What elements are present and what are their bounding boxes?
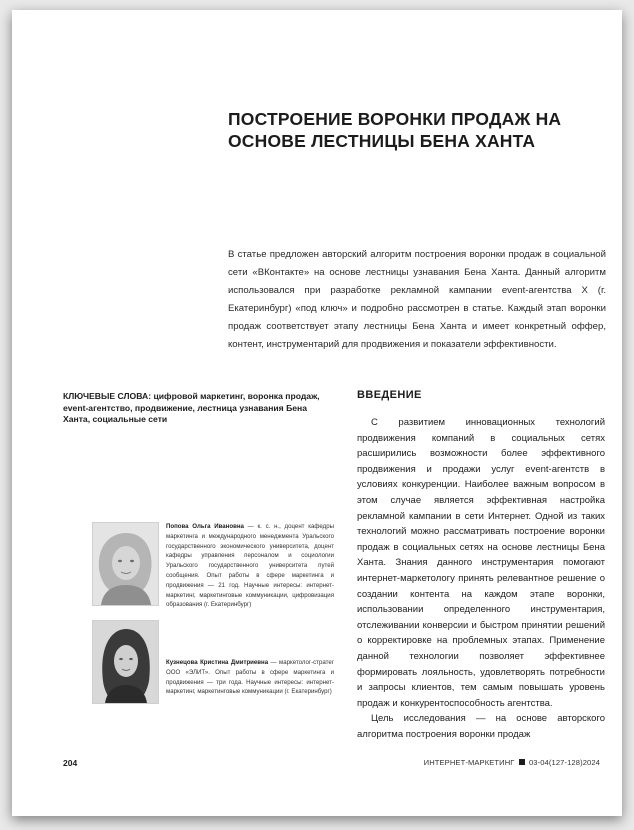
introduction-paragraph-1: С развитием инновационных технологий продвижения компаний в социальных сетях расширились возможности более эффективного продвижения и продажи услуг event-агентств в условиях конкуренции. Наиболее важным вопросом в этом случае является эффективная настройка рекламной кампании в сети Интернет. Одной из таких технологий можно рассматривать построение воронки продаж в социальных сетях на основе лестницы Бена Ханта. Знания данного инструментария помогают интернет-маркетологу принять релевантное решение о создании контента на каждом этапе воронки, использовании определенного инструментария, отслеживании конверсии и быстром принятии решений о корректировке на проблемных этапах. Применение данной технологии позволяет эффективнее формировать лояльность, удовлетворять потребности и запросы клиентов, тем самым повышать уровень продаж и конкурентоспособность агентства. bbox=[357, 417, 605, 709]
journal-name: ИНТЕРНЕТ-МАРКЕТИНГ bbox=[423, 758, 515, 767]
author-1-name: Попова Ольга Ивановна bbox=[166, 523, 244, 530]
journal-issue: 03-04(127-128)2024 bbox=[528, 758, 600, 767]
author-2-portrait-icon bbox=[93, 621, 158, 703]
introduction-paragraph-2: Цель исследования — на основе авторского алгоритма построения воронки продаж bbox=[357, 713, 605, 740]
introduction-body bbox=[357, 415, 605, 742]
article-abstract: В статье предложен авторский алгоритм построения воронки продаж в социальной сети «ВКонтакте» на основе лестницы узнавания Бена Ханта. Данный алгоритм использовался при разработке рекламной кампании event-агентства Х (г. Екатеринбург) «под ключ» и подробно рассмотрен в статье. Каждый этап воронки продаж соответствует этапу лестницы Бена Ханта и имеет конкретный оффер, контент, инструментарий для продвижения и показатели эффективности. bbox=[228, 249, 606, 350]
author-1-photo bbox=[92, 522, 159, 606]
article-title: ПОСТРОЕНИЕ ВОРОНКИ ПРОДАЖ НА ОСНОВЕ ЛЕСТНИЦЫ БЕНА ХАНТА bbox=[228, 109, 562, 151]
author-2-name: Кузнецова Кристина Дмитриевна bbox=[166, 659, 269, 666]
author-2-description: — маркетолог-стратег ООО «ЭЛИТ». Опыт работы в сфере маркетинга и продвижения — три года. Научные интересы: интернет-маркетинг, маркетинговые коммуникации (г. Екатеринбург) bbox=[166, 659, 334, 696]
introduction-heading: ВВЕДЕНИЕ bbox=[357, 389, 422, 401]
journal-footer bbox=[424, 758, 600, 767]
journal-page bbox=[12, 10, 622, 816]
author-2-photo bbox=[92, 620, 159, 704]
keywords-block bbox=[63, 391, 325, 426]
keywords-text: цифровой маркетинг, воронка продаж, event-агентство, продвижение, лестница узнавания Бена Ханта, социальные сети bbox=[63, 391, 320, 424]
keywords-label: КЛЮЧЕВЫЕ СЛОВА: bbox=[63, 391, 152, 401]
author-2-bio bbox=[166, 658, 334, 697]
author-1-bio bbox=[166, 522, 334, 610]
author-1-description: — к. с. н., доцент кафедры маркетинга и международного менеджмента Уральского государственного экономического университета, доцент кафедры управления персоналом и социологии Уральского государственного университета путей сообщения. Опыт работы в сфере маркетинга и продвижения — 21 год. Научные интересы: интернет-маркетинг, маркетинговые коммуникации, цифровизация образования (г. Екатеринбург) bbox=[166, 523, 334, 609]
page-number: 204 bbox=[63, 758, 78, 768]
square-separator-icon bbox=[519, 759, 525, 765]
author-1-portrait-icon bbox=[93, 523, 158, 605]
